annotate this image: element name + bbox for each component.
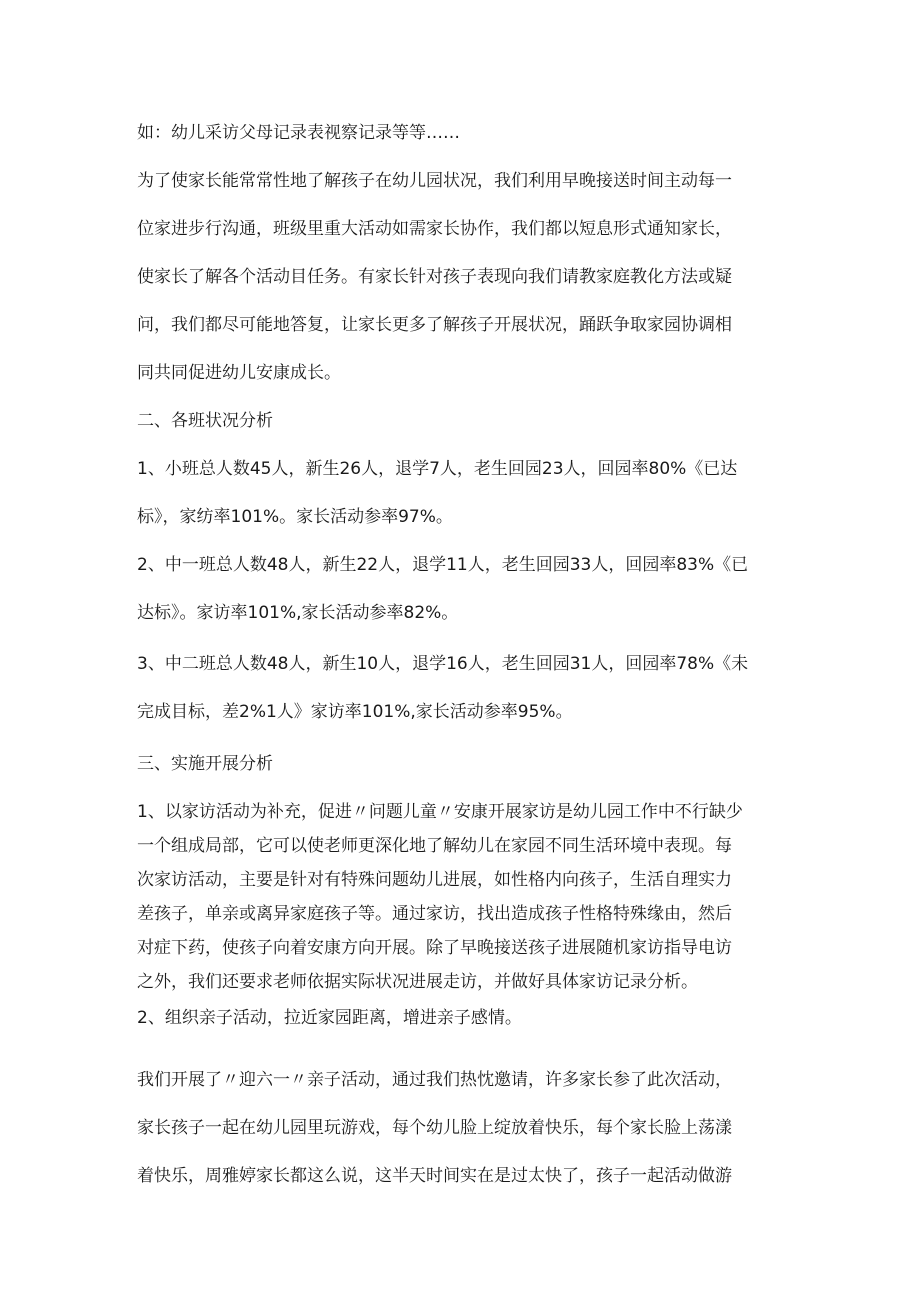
class-middle1-paragraph: 2、中一班总人数48人，新生22人，退学11人，老生回园33人，回园率83%《已 达标》。家访率101%,家长活动参率82%。 <box>137 555 749 623</box>
communication-paragraph: 为了使家长能常常性地了解孩子在幼儿园状况，我们利用早晚接送时间主动每一 位家进步行沟通，班级里重大活动如需家长协作，我们都以短息形式通知家长， 使家长了解各个活动目任务。有家长针对孩子表现向我们请教家庭教化方法或疑 问，我们都尽可能地答复，让家长更多了解孩子开展状况，踊跃争取家园协调相 同共同促进幼儿安康成长。 <box>137 171 732 383</box>
section-heading-implementation: 三、实施开展分析 <box>137 754 273 774</box>
section-heading-class-analysis: 二、各班状况分析 <box>137 411 273 431</box>
class-small-paragraph: 1、小班总人数45人，新生26人，退学7人，老生回园23人，回园率80%《已达 标》，家纺率101%。家长活动参率97%。 <box>137 459 738 527</box>
childrens-day-paragraph: 我们开展了〃迎六一〃亲子活动，通过我们热忱邀请，许多家长参了此次活动， 家长孩子一起在幼儿园里玩游戏，每个幼儿脸上绽放着快乐，每个家长脸上荡漾 着快乐，周雅婷家长都这么说，这半天时间实在是过太快了，孩子一起活动做游 <box>137 1070 732 1186</box>
class-middle2-paragraph: 3、中二班总人数48人，新生10人，退学16人，老生回园31人，回园率78%《未 完成目标，差2%1人》家访率101%,家长活动参率95%。 <box>137 654 749 722</box>
intro-paragraph: 如：幼儿采访父母记录表视察记录等等…… <box>137 123 460 143</box>
home-visit-paragraph: 1、以家访活动为补充，促进〃问题儿童〃安康开展家访是幼儿园工作中不行缺少 一个组成局部，它可以使老师更深化地了解幼儿在家园不同生活环境中表现。每 次家访活动，主要是针对有特殊问题幼儿进展，如性格内向孩子，生活自理实力 差孩子，单亲或离异家庭孩子等。通过家访，找出造成孩子性格特殊缘由，然后 对症下药，使孩子向着安康方向开展。除了早晚接送孩子进展随机家访指导电访 之外，我们还要求老师依据实际状况进展走访，并做好具体家访记录分析。 <box>137 802 743 992</box>
parent-child-item: 2、组织亲子活动，拉近家园距离，增进亲子感情。 <box>137 1008 522 1028</box>
